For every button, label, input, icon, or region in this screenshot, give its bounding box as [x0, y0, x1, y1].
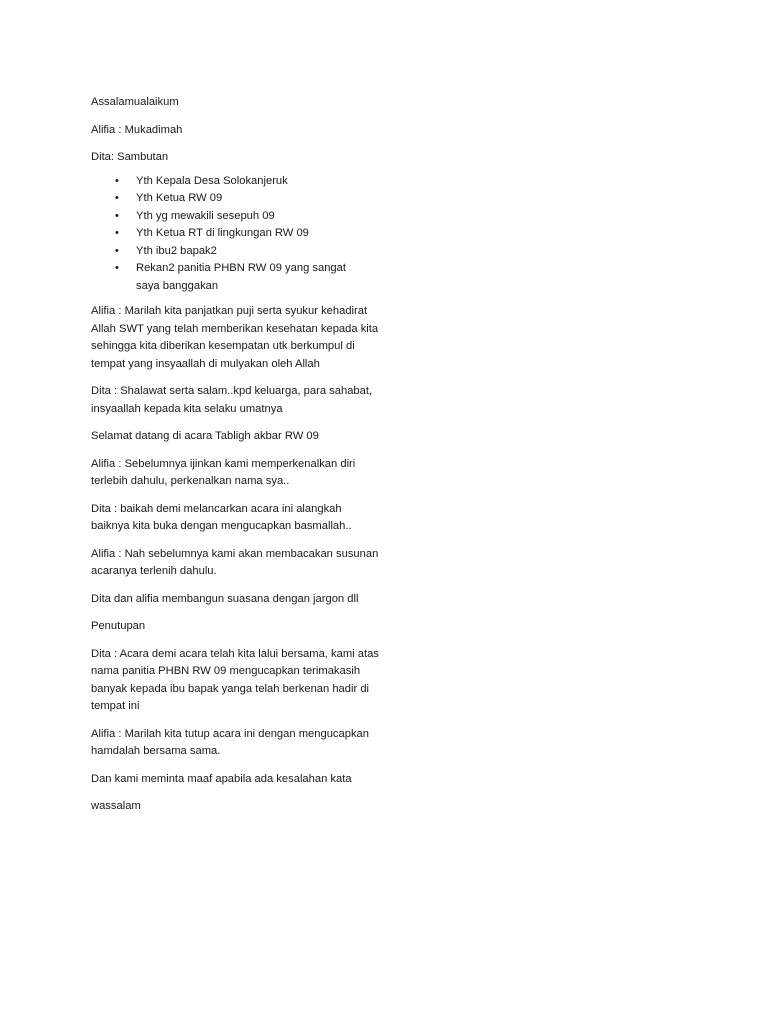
- paragraph: Dita : Acara demi acara telah kita lalui bersama, kami atas nama panitia PHBN RW 09 mengucapkan terimakasih banyak kepada ibu bapak yanga telah berkenan hadir di tempat ini: [91, 647, 379, 712]
- bullet-icon: •: [115, 174, 119, 187]
- paragraph: Dan kami meminta maaf apabila ada kesalahan kata: [91, 772, 352, 785]
- list-item: • Yth yg mewakili sesepuh 09: [91, 208, 366, 226]
- document-body: [91, 94, 381, 826]
- section-heading-penutupan: Penutupan: [91, 620, 146, 632]
- greeting-list: [91, 173, 381, 296]
- bullet-icon: •: [115, 262, 119, 274]
- paragraph: Selamat datang di acara Tabligh akbar RW 09: [91, 430, 319, 442]
- closing-greeting: wassalam: [91, 800, 141, 812]
- bullet-icon: •: [115, 227, 119, 239]
- line-sambutan: Dita: Sambutan: [91, 151, 169, 163]
- bullet-icon: •: [115, 244, 119, 257]
- paragraph: Alifia : Nah sebelumnya kami akan membacakan susunan acaranya terlenih dahulu.: [91, 547, 379, 577]
- opening-greeting: Assalamualaikum: [91, 96, 179, 108]
- list-item: • Yth Kepala Desa Solokanjeruk: [91, 173, 366, 191]
- paragraph: Dita : Shalawat serta salam..kpd keluarga, para sahabat, insyaallah kepada kita selaku umatnya: [91, 385, 373, 415]
- paragraph: Alifia : Sebelumnya ijinkan kami memperkenalkan diri terlebih dahulu, perkenalkan nama sya..: [91, 457, 356, 487]
- paragraph: Dita dan alifia membangun suasana dengan jargon dll: [91, 592, 359, 605]
- bullet-icon: •: [115, 209, 119, 222]
- paragraph: Alifia : Marilah kita panjatkan puji serta syukur kehadirat Allah SWT yang telah memberikan kesehatan kepada kita sehingga kita diberikan kesempatan utk berkumpul di tempat yang insyaallah di mulyakan oleh Allah: [91, 305, 379, 370]
- line-mukadimah: Alifia : Mukadimah: [91, 123, 183, 136]
- list-item: • Rekan2 panitia PHBN RW 09 yang sangat saya banggakan: [115, 262, 346, 292]
- paragraph: Dita : baikah demi melancarkan acara ini alangkah baiknya kita buka dengan mengucapkan basmallah..: [91, 502, 352, 532]
- list-item: • Yth Ketua RT di lingkungan RW 09: [91, 225, 366, 243]
- paragraph: Alifia : Marilah kita tutup acara ini dengan mengucapkan hamdalah bersama sama.: [91, 727, 369, 757]
- list-item: • Yth ibu2 bapak2: [91, 243, 366, 261]
- list-item: • Yth Ketua RW 09: [91, 190, 366, 208]
- bullet-icon: •: [115, 192, 119, 204]
